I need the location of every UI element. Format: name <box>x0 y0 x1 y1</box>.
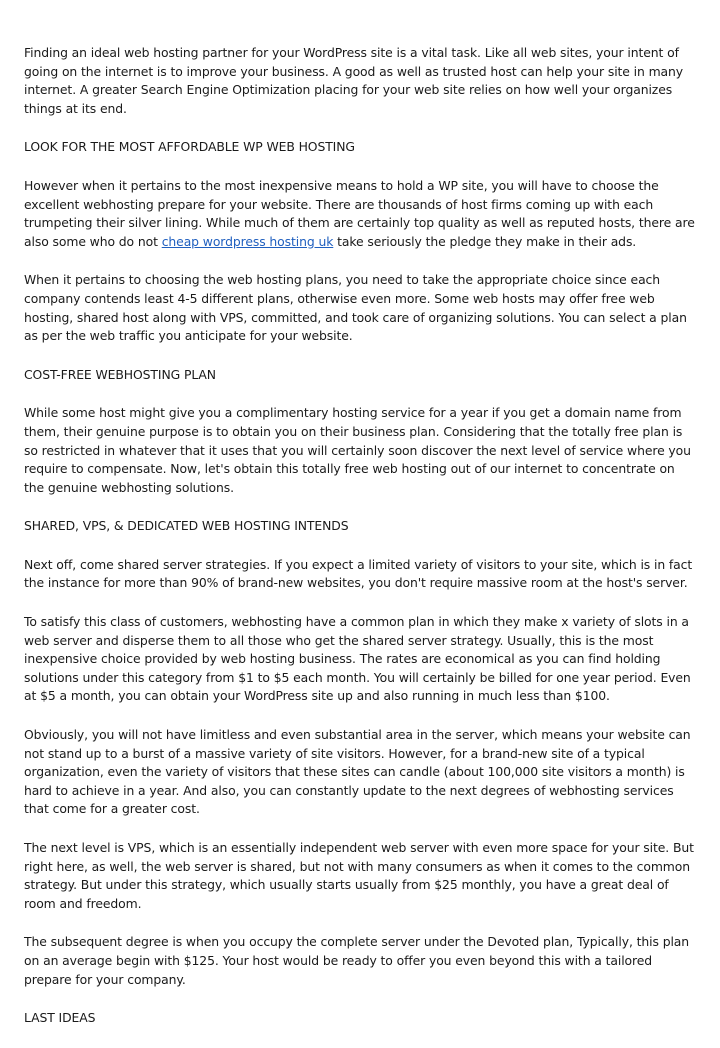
cheap-wordpress-hosting-link[interactable]: cheap wordpress hosting uk <box>161 233 334 249</box>
plans-paragraph: When it pertains to choosing the web hosting plans, you need to take the appropriate choice since each company contends least 4-5 different plans, otherwise even more. Some web hosts may offer free web hosting, shared host along with VPS, committed, and took care of organizing solutions. You can select a plan as per the web traffic you anticipate for your website. <box>24 272 687 344</box>
vps-paragraph: The next level is VPS, which is an essentially independent web server with even more space for your site. But right here, as well, the web server is shared, but not with many consumers as when it comes to the common strategy. But under this strategy, which usually starts usually from $25 monthly, you have a great deal of room and freedom. <box>24 840 694 911</box>
dedicated-paragraph: The subsequent degree is when you occupy the complete server under the Devoted plan, Typically, this plan on an average begin with $125. Your host would be ready to offer you even beyond this with a tailored prepare for your company. <box>24 934 690 987</box>
section-heading-last-ideas: LAST IDEAS <box>24 1010 96 1026</box>
affordable-paragraph <box>24 177 698 251</box>
free-plan-paragraph: While some host might give you a complimentary hosting service for a year if you get a domain name from them, their genuine purpose is to obtain you on their business plan. Considering that the totally free plan is so restricted in whatever that it uses that you will certainly soon discover the next level of service where you require to compensate. Now, let's obtain this totally free web hosting out of our internet to concentrate on the genuine webhosting solutions. <box>24 405 691 495</box>
intro-paragraph: Finding an ideal web hosting partner for your WordPress site is a vital task. Like all web sites, your intent of going on the internet is to improve your business. A good as well as trusted host can help your site in many internet. A greater Search Engine Optimization placing for your web site relies on how well your organizes things at its end. <box>24 45 684 116</box>
section-heading-free-plan: COST-FREE WEBHOSTING PLAN <box>24 366 216 382</box>
affordable-paragraph-text: However when it pertains to the most inexpensive means to hold a WP site, you will have to choose the excellent webhosting prepare for your website. There are thousands of host firms coming up with each trumpeting their silver lining. While much of them are certainly top quality as well as reputed hosts, there are also some who do not <box>24 177 695 249</box>
document-page <box>24 44 698 1048</box>
affordable-paragraph-text-end: take seriously the pledge they make in their ads. <box>333 233 637 249</box>
shared-limits-paragraph: Obviously, you will not have limitless and even substantial area in the server, which means your website can not stand up to a burst of a massive variety of site visitors. However, for a brand-new site of a typical organization, even the variety of visitors that these sites can candle (about 100,000 site visitors a month) is hard to achieve in a year. And also, you can constantly update to the next degrees of webhosting services that come for a greater cost. <box>24 727 691 817</box>
shared-intro-paragraph: Next off, come shared server strategies. If you expect a limited variety of visitors to your site, which is in fact the instance for more than 90% of brand-new websites, you don't require massive room at the host's server. <box>24 556 693 591</box>
section-heading-affordable: LOOK FOR THE MOST AFFORDABLE WP WEB HOSTING <box>24 139 355 155</box>
section-heading-shared-vps: SHARED, VPS, & DEDICATED WEB HOSTING INTENDS <box>24 518 349 534</box>
shared-pricing-paragraph: To satisfy this class of customers, webhosting have a common plan in which they make x variety of slots in a web server and disperse them to all those who get the shared server strategy. Usually, this is the most inexpensive choice provided by web hosting business. The rates are economical as you can find holding solutions under this category from $1 to $5 each month. You will certainly be billed for one year period. Even at $5 a month, you can obtain your WordPress site up and also running in much less than $100. <box>24 614 691 704</box>
